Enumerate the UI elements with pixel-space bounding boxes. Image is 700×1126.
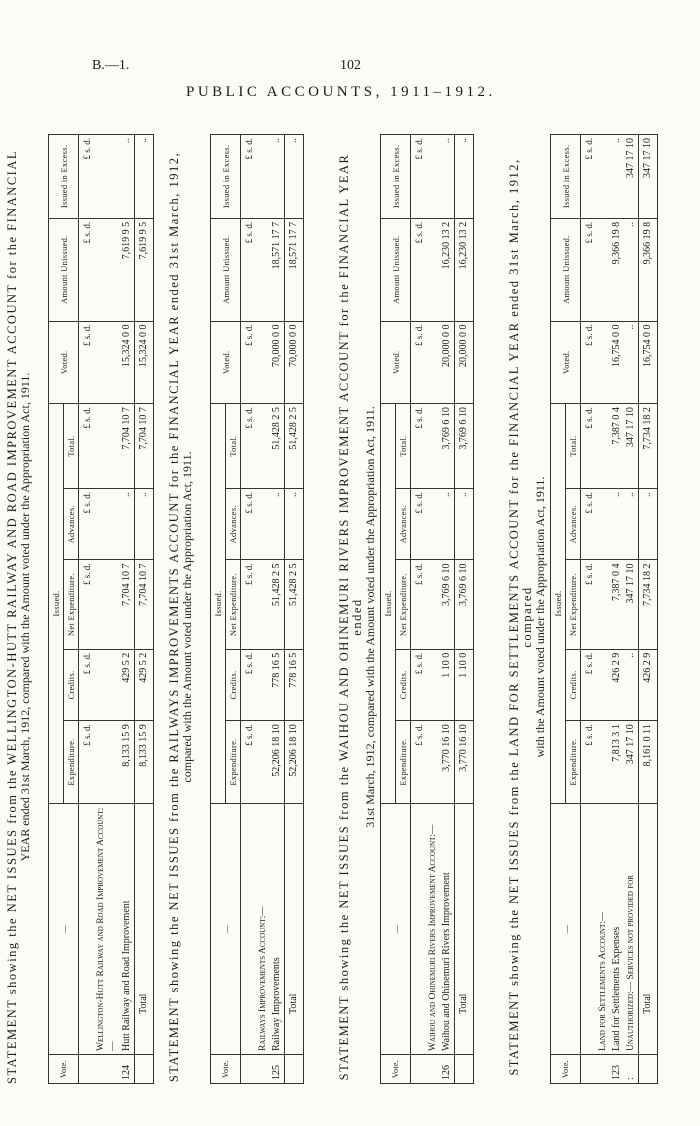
excess-header: Issued in Excess. [49,135,79,219]
advances-cell: .. [270,489,285,560]
net-cell: 347 17 10 [624,560,639,649]
credits-header: Credits. [226,649,241,720]
units: £ s. d. [581,135,597,219]
units: £ s. d. [79,218,95,321]
expenditure-cell: 52,206 18 10 [270,721,285,804]
service-header: — [49,803,79,1054]
total-cell: 347 17 10 [624,404,639,489]
excess-cell: .. [440,135,455,219]
units: £ s. d. [241,649,257,720]
advances-cell: .. [135,489,154,560]
units: £ s. d. [411,721,427,804]
net-cell: 7,387 0 4 [610,560,624,649]
vote-number: 125 [270,1054,285,1083]
advances-cell: .. [285,489,304,560]
advances-cell: .. [440,489,455,560]
total-cell: 7,704 10 7 [135,404,154,489]
issued-header: Issued. [381,404,396,804]
item-label: Land for Settlements Expenses [610,803,624,1054]
excess-cell: .. [455,135,474,219]
expenditure-cell: 3,770 16 10 [440,721,455,804]
units: £ s. d. [411,489,427,560]
total-row [285,135,304,1084]
voted-cell: 16,754 0 0 [610,321,624,404]
vote-number: 124 [120,1054,135,1083]
expenditure-cell: 3,770 16 10 [455,721,474,804]
units: £ s. d. [581,721,597,804]
statement-table [380,134,474,1084]
credits-cell: .. [624,649,639,720]
service-header: — [551,803,581,1054]
unissued-cell: 18,571 17 7 [270,218,285,321]
expenditure-cell: 347 17 10 [624,721,639,804]
units: £ s. d. [411,321,427,404]
units: £ s. d. [241,489,257,560]
expenditure-header: Expenditure. [64,721,79,804]
units: £ s. d. [241,404,257,489]
credits-cell: 778 16 5 [285,649,304,720]
total-cell: 7,734 18 2 [639,404,658,489]
units: £ s. d. [411,649,427,720]
total-header: Total. [396,404,411,489]
unissued-header: Amount Unissued. [49,218,79,321]
account-label: Waihou and Ohinemuri Rivers Improvement Account:— [426,803,440,1054]
units: £ s. d. [581,404,597,489]
units: £ s. d. [79,321,95,404]
unissued-cell: 9,366 19 8 [639,218,658,321]
statement-section [338,122,474,1112]
net-cell: 7,734 18 2 [639,560,658,649]
advances-cell: .. [624,489,639,560]
voted-cell: 20,000 0 0 [440,321,455,404]
vote-number: 123 [610,1054,624,1083]
account-row [426,135,440,1084]
units: £ s. d. [79,560,95,649]
units: £ s. d. [411,404,427,489]
unissued-cell: 7,619 9 5 [120,218,135,321]
service-header: — [211,803,241,1054]
total-cell: 3,769 6 10 [440,404,455,489]
vote-header: Vote. [551,1054,581,1083]
excess-header: Issued in Excess. [551,135,581,219]
units: £ s. d. [241,321,257,404]
vote-header: Vote. [49,1054,79,1083]
statement-table [210,134,304,1084]
net-expenditure-header: Net Expenditure. [226,560,241,649]
expenditure-header: Expenditure. [396,721,411,804]
voted-header: Voted. [49,321,79,404]
credits-header: Credits. [396,649,411,720]
expenditure-header: Expenditure. [566,721,581,804]
page-number: 102 [340,58,361,73]
excess-cell: .. [270,135,285,219]
net-cell: 51,428 2 5 [270,560,285,649]
total-label: Total [639,803,658,1054]
table-row [624,135,639,1084]
voted-header: Voted. [551,321,581,404]
unissued-cell: 18,571 17 7 [285,218,304,321]
net-cell: 3,769 6 10 [440,560,455,649]
statement-table [550,134,658,1084]
excess-cell: .. [285,135,304,219]
credits-cell: 429 5 2 [120,649,135,720]
units: £ s. d. [241,218,257,321]
units: £ s. d. [79,721,95,804]
net-expenditure-header: Net Expenditure. [396,560,411,649]
voted-cell: 70,000 0 0 [270,321,285,404]
account-label: Land for Settlements Account:— [596,803,610,1054]
vote-number: : [624,1054,639,1083]
total-label: Total [285,803,304,1054]
advances-cell: .. [455,489,474,560]
total-header: Total. [566,404,581,489]
total-header: Total. [226,404,241,489]
total-label: Total [455,803,474,1054]
voted-cell: .. [624,321,639,404]
units: £ s. d. [241,560,257,649]
account-row [256,135,270,1084]
statement-heading: STATEMENT showing the NET ISSUES from the LAND FOR SETTLEMENTS ACCOUNT for the FINANCIAL YEAR ended 31st March, 1912, compared with the Amount voted under the Appropriation Act, 1911. [507,158,547,1076]
units: £ s. d. [581,321,597,404]
units: £ s. d. [241,135,257,219]
units: £ s. d. [241,721,257,804]
expenditure-cell: 8,133 15 9 [120,721,135,804]
statement-section [508,122,658,1112]
issued-header: Issued. [551,404,566,804]
statement-heading: STATEMENT showing the NET ISSUES from the WELLINGTON-HUTT RAILWAY AND ROAD IMPROVEMENT ACCOUNT for the FINANCIAL YEAR ended 31st March, 1912, compared with the Amount voted under the Appropriation Act, 1911. [5,150,32,1084]
item-label: Waihou and Ohinemuri Rivers Improvement [440,803,455,1054]
table-row [610,135,624,1084]
account-label: Wellington-Hutt Railway and Road Improvement Account:— [94,803,120,1054]
total-row [639,135,658,1084]
table-row [270,135,285,1084]
credits-cell: 1 10 0 [440,649,455,720]
credits-cell: 426 2 9 [639,649,658,720]
net-cell: 51,428 2 5 [285,560,304,649]
total-cell: 3,769 6 10 [455,404,474,489]
statement-table [48,134,154,1084]
net-cell: 7,704 10 7 [135,560,154,649]
credits-header: Credits. [566,649,581,720]
item-label: Unauthorized:— Services not provided for [624,803,639,1054]
excess-cell: .. [610,135,624,219]
vote-header: Vote. [211,1054,241,1083]
total-row [455,135,474,1084]
expenditure-header: Expenditure. [226,721,241,804]
excess-cell: .. [135,135,154,219]
excess-cell: .. [120,135,135,219]
voted-header: Voted. [381,321,411,404]
service-header: — [381,803,411,1054]
issued-header: Issued. [211,404,226,804]
statement-heading: STATEMENT showing the NET ISSUES from the RAILWAYS IMPROVEMENTS ACCOUNT for the FINANCIAL YEAR ended 31st March, 1912, compared with the Amount voted under the Appropriation Act, 1911. [167,151,194,1083]
unissued-cell: .. [624,218,639,321]
voted-header: Voted. [211,321,241,404]
expenditure-cell: 8,161 0 11 [639,721,658,804]
units: £ s. d. [79,135,95,219]
net-cell: 3,769 6 10 [455,560,474,649]
units: £ s. d. [79,649,95,720]
net-expenditure-header: Net Expenditure. [566,560,581,649]
unissued-cell: 9,366 19 8 [610,218,624,321]
unissued-cell: 7,619 9 5 [135,218,154,321]
statement-section [168,122,304,1112]
total-header: Total. [64,404,79,489]
unissued-header: Amount Unissued. [551,218,581,321]
units: £ s. d. [79,404,95,489]
total-label: Total [135,803,154,1054]
account-row [596,135,610,1084]
vote-number: 126 [440,1054,455,1083]
table-row [440,135,455,1084]
statement-section [6,122,154,1112]
units: £ s. d. [411,560,427,649]
rotated-page-body [0,122,700,1112]
voted-cell: 20,000 0 0 [455,321,474,404]
advances-header: Advances. [64,489,79,560]
unissued-cell: 16,230 13 2 [455,218,474,321]
units: £ s. d. [581,560,597,649]
voted-cell: 70,000 0 0 [285,321,304,404]
account-label: Railways Improvements Account:— [256,803,270,1054]
advances-cell: .. [639,489,658,560]
units: £ s. d. [581,649,597,720]
excess-cell: 347 17 10 [624,135,639,219]
table-row [120,135,135,1084]
advances-cell: .. [120,489,135,560]
unissued-header: Amount Unissued. [211,218,241,321]
expenditure-cell: 8,133 15 9 [135,721,154,804]
account-row [94,135,120,1084]
units: £ s. d. [581,489,597,560]
excess-cell: 347 17 10 [639,135,658,219]
units: £ s. d. [79,489,95,560]
unissued-header: Amount Unissued. [381,218,411,321]
total-row [135,135,154,1084]
document-code: B.—1. [92,58,130,73]
advances-header: Advances. [226,489,241,560]
total-cell: 7,704 10 7 [120,404,135,489]
page-subtitle: PUBLIC ACCOUNTS, 1911–1912. [186,84,496,100]
credits-cell: 426 2 9 [610,649,624,720]
credits-cell: 429 5 2 [135,649,154,720]
item-label: Railway Improvements [270,803,285,1054]
net-cell: 7,704 10 7 [120,560,135,649]
unissued-cell: 16,230 13 2 [440,218,455,321]
advances-header: Advances. [566,489,581,560]
total-cell: 51,428 2 5 [270,404,285,489]
expenditure-cell: 52,206 18 10 [285,721,304,804]
total-cell: 51,428 2 5 [285,404,304,489]
excess-header: Issued in Excess. [211,135,241,219]
credits-cell: 1 10 0 [455,649,474,720]
units: £ s. d. [411,135,427,219]
advances-cell: .. [610,489,624,560]
expenditure-cell: 7,813 3 1 [610,721,624,804]
units: £ s. d. [581,218,597,321]
voted-cell: 15,324 0 0 [120,321,135,404]
excess-header: Issued in Excess. [381,135,411,219]
credits-cell: 778 16 5 [270,649,285,720]
voted-cell: 16,754 0 0 [639,321,658,404]
voted-cell: 15,324 0 0 [135,321,154,404]
total-cell: 7,387 0 4 [610,404,624,489]
units: £ s. d. [411,218,427,321]
net-expenditure-header: Net Expenditure. [64,560,79,649]
issued-header: Issued. [49,404,64,804]
vote-header: Vote. [381,1054,411,1083]
advances-header: Advances. [396,489,411,560]
credits-header: Credits. [64,649,79,720]
item-label: Hutt Railway and Road Improvement [120,803,135,1054]
statement-heading: STATEMENT showing the NET ISSUES from the WAIHOU AND OHINEMURI RIVERS IMPROVEMENT ACCOUNT for the FINANCIAL YEAR ended 31st March, 1912, compared with the Amount voted under the Appropriation Act, 1911. [337,153,377,1081]
